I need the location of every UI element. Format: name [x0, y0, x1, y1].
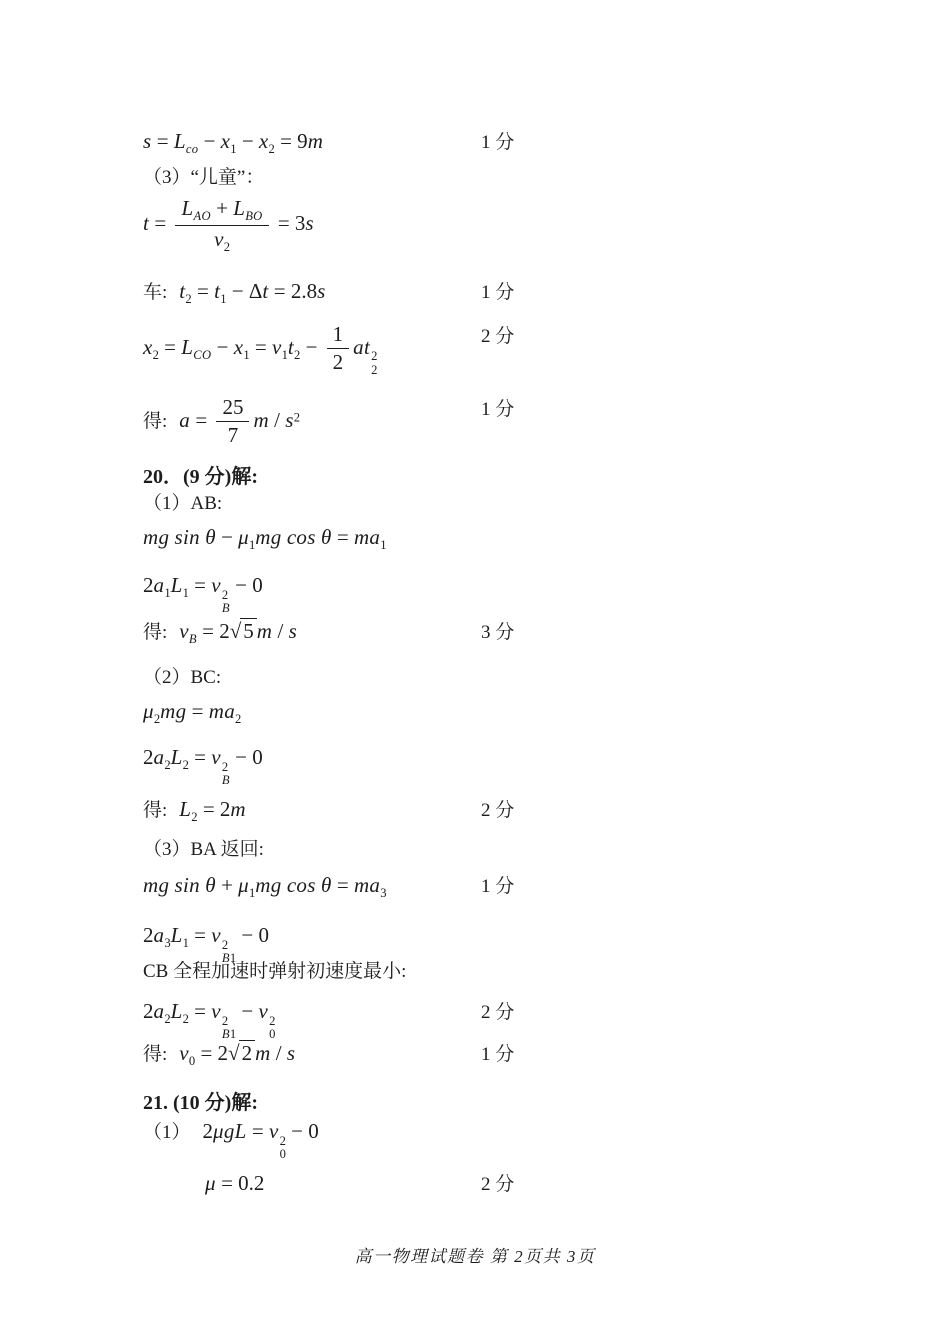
sub-sup: 2 B — [221, 587, 230, 616]
text-content: 21. (10 分)解: — [143, 1092, 258, 1114]
text-content: （3）BA 返回: — [143, 839, 264, 860]
math-expression: μ = 0.2 — [205, 1171, 265, 1195]
text-line — [143, 666, 920, 691]
formula-line — [143, 196, 920, 255]
text-content: （2）BC: — [143, 667, 222, 688]
text-content: （1）AB: — [143, 493, 223, 514]
math-expression: $2a_1L_1 = v$ 2 B − 0 — [143, 573, 263, 616]
math-expression: $x_2 = L_{CO} - x_1 = v_1t_2$ − $\frac{1}{2}$ at 2 2 — [143, 322, 378, 377]
text-content: CB 全程加速时弹射初速度最小: — [143, 961, 407, 982]
math-expression: $L_2 = 2m$ — [179, 797, 246, 825]
math-expression: $\mu_2mg = ma_2$ — [143, 699, 242, 727]
score-mark: 1 分 — [481, 876, 515, 897]
sub-sup: 2 0 — [269, 1013, 276, 1042]
formula-line — [143, 698, 920, 727]
fraction: $\frac{1}{2}$ — [327, 322, 350, 375]
math-expression: $t_2 = t_1 - \Delta t = 2.8s$ — [179, 279, 326, 307]
formula-line — [143, 1040, 920, 1069]
formula-line — [143, 1118, 920, 1161]
formula-line — [143, 128, 920, 157]
math-expression: $2a_2L_2 = v$ 2 B1 − v 2 0 — [143, 999, 276, 1042]
formula-line — [143, 998, 920, 1041]
formula-line — [143, 1170, 920, 1197]
text-line — [143, 492, 920, 517]
line-prefix: 得: — [143, 410, 168, 432]
section-heading — [143, 1090, 920, 1116]
page-footer: 高一物理试题卷 第 2页共 3页 — [354, 1247, 596, 1266]
score-mark: 2 分 — [481, 1174, 515, 1195]
square-root: √ 5 — [230, 618, 257, 643]
score-mark: 2 分 — [481, 800, 515, 821]
square-root: √ 2 — [228, 1040, 255, 1065]
math-expression: $v_B = 2$ √ 5 m / s — [179, 619, 298, 647]
math-expression: t = $\frac{L_{AO} + L_{BO}}{v_2}$ = 3s — [143, 196, 314, 255]
score-mark: 1 分 — [481, 1044, 515, 1065]
score-mark: 1 分 — [481, 282, 515, 303]
text-content: 20．(9 分)解: — [143, 466, 258, 488]
score-mark: 2 分 — [481, 326, 515, 347]
text-content: （3）“儿童”： — [143, 167, 265, 188]
formula-line — [143, 922, 920, 965]
line-prefix: 得: — [143, 1044, 168, 1065]
formula-line — [143, 278, 920, 307]
sub-sup: 2 0 — [279, 1133, 286, 1162]
formula-line — [143, 796, 920, 825]
formula-line — [143, 572, 920, 615]
score-mark: 2 分 — [481, 1002, 515, 1023]
line-prefix: 得: — [143, 622, 168, 643]
math-expression: mg $\sin \theta + \mu_1mg$ $\cos \theta = ma_3$ — [143, 873, 387, 901]
math-expression: mg $\sin \theta - \mu_1mg$ $\cos \theta = ma_1$ — [143, 525, 387, 553]
formula-line — [143, 872, 920, 901]
line-prefix: 得: — [143, 800, 168, 821]
text-line — [143, 960, 920, 985]
formula-line — [143, 395, 920, 448]
formula-line — [143, 322, 920, 377]
sub-sup: 2 2 — [371, 349, 378, 377]
math-expression: a = $\frac{25}{7}$ m / $s^2$ — [179, 395, 301, 448]
line-prefix: （1） — [143, 1122, 191, 1143]
section-heading — [143, 464, 920, 490]
formula-line — [143, 618, 920, 647]
score-mark: 1 分 — [481, 399, 515, 420]
math-expression: 2μgL = v 2 0 − 0 — [202, 1119, 319, 1162]
sub-sup: 2 B1 — [221, 1013, 237, 1042]
fraction: $\frac{25}{7}$ — [216, 395, 249, 448]
sub-sup: 2 B — [221, 759, 230, 788]
formula-line — [143, 744, 920, 787]
line-prefix: 车: — [143, 282, 168, 303]
score-mark: 1 分 — [481, 132, 515, 153]
math-expression: $2a_3L_1 = v$ 2 B1 − 0 — [143, 923, 269, 966]
math-expression: $s = L_{co} - x_1 - x_2 = 9m$ — [143, 129, 324, 157]
text-line — [143, 838, 920, 863]
text-line — [143, 166, 920, 191]
score-mark: 3 分 — [481, 622, 515, 643]
fraction: $\frac{L_{AO} + L_{BO}}{v_2}$ — [175, 196, 268, 255]
formula-line — [143, 524, 920, 553]
math-expression: $v_0 = 2$ √ 2 m / s — [179, 1041, 296, 1069]
sub-sup: 2 B1 — [221, 937, 237, 966]
math-expression: $2a_2L_2 = v$ 2 B − 0 — [143, 745, 263, 788]
